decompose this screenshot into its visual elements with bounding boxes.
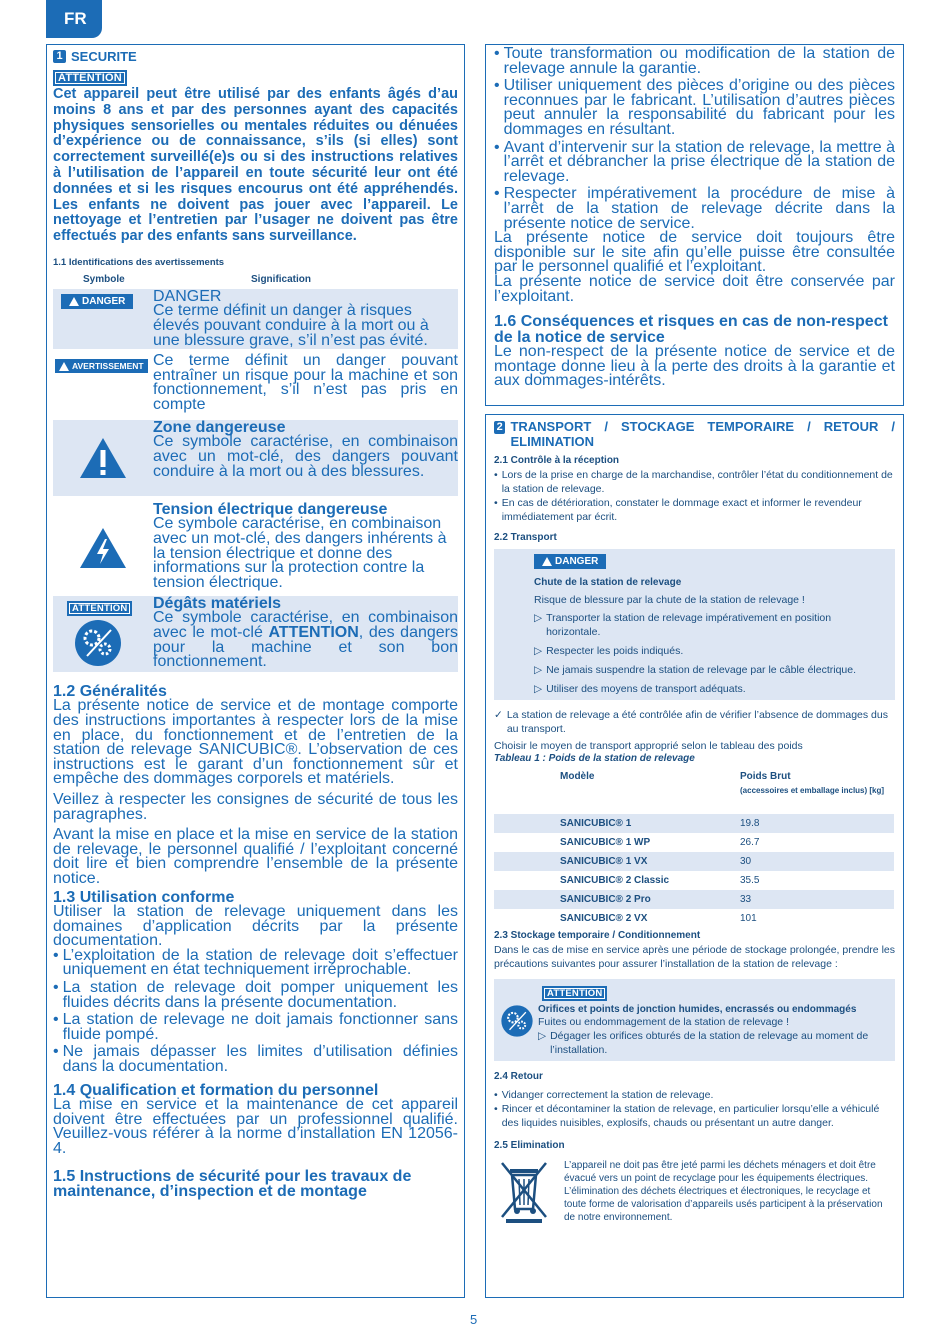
- meaning-cell: [153, 289, 458, 349]
- row-title: DANGER: [153, 287, 222, 305]
- crossed-bin-icon: [498, 1159, 550, 1223]
- attention-row: [53, 68, 458, 86]
- table-row: SANICUBIC® 1 VX 30: [494, 852, 894, 871]
- warning-triangle-icon: [542, 557, 552, 566]
- symbol-cell: [53, 502, 153, 594]
- avertissement-badge: AVERTISSEMENT: [55, 359, 148, 373]
- page-number: 5: [470, 1312, 478, 1327]
- warning-triangle-icon: [69, 297, 79, 306]
- arrow-right-icon: ▷: [534, 683, 543, 695]
- symbol-cell: [53, 354, 153, 416]
- col-symbole: Symbole: [83, 273, 125, 285]
- symbol-cell: [53, 420, 153, 496]
- table-header-row: [494, 768, 894, 795]
- danger-step: ▷ Respecter les poids indiqués.: [534, 645, 684, 657]
- header-model: Modèle: [560, 771, 595, 782]
- table-caption: Tableau 1 : Poids de la station de relevage: [494, 753, 695, 764]
- attention-step: ▷ Dégager les orifices obturés de la station de relevage au moment de l’installation.: [538, 1030, 869, 1056]
- symbol-cell: [53, 289, 153, 349]
- s23-p: Dans le cas de mise en service après une période de stockage prolongée, prendre les précautions suivantes pour assurer l’installation de la station de relevage :: [494, 944, 895, 970]
- danger-step: ▷ Utiliser des moyens de transport adéquats.: [534, 683, 746, 695]
- s23-title: 2.3 Stockage temporaire / Conditionnement: [494, 930, 701, 941]
- symbol-cell: [53, 596, 153, 672]
- availability-p: La présente notice de service doit toujours être disponible sur le site afin qu’elle puisse être consultée par le personnel qualifié et l’exploitant.: [494, 229, 895, 276]
- list-item: • En cas de détérioration, constater le dommage exact et informer le revendeur immédiatement par écrit.: [494, 497, 862, 523]
- s21-bullet-list: [494, 468, 895, 524]
- danger-text: Risque de blessure par la chute de la station de relevage !: [534, 594, 805, 606]
- col-signification: Signification: [251, 273, 311, 285]
- s13-bullet-list: [53, 946, 458, 1076]
- warning-row-electric: [53, 502, 458, 594]
- row-text: Ce symbole caractérise, en combinaison avec un mot-clé, des dangers inhérents à la tension électrique et donne des informations sur la protection contre la tension électrique.: [153, 515, 447, 591]
- danger-badge: DANGER: [61, 294, 133, 309]
- section-number: 2: [494, 421, 505, 434]
- danger-zone-icon: [78, 436, 128, 480]
- list-item: • L’exploitation de la station de relevage doit s’effectuer uniquement en état techniquement irréprochable.: [53, 946, 458, 979]
- arrow-right-icon: ▷: [534, 645, 543, 657]
- row-title: Tension électrique dangereuse: [153, 500, 388, 518]
- s13-p1: Utiliser la station de relevage uniquement dans les domaines d’application décrits par la présente documentation.: [53, 903, 458, 950]
- s12-p2: Veillez à respecter les consignes de sécurité de tous les paragraphes.: [53, 791, 458, 823]
- arrow-right-icon: ▷: [538, 1030, 547, 1042]
- danger-box: [494, 549, 895, 700]
- s12-p1: La présente notice de service et de montage comporte des instructions importantes à respecter lors de la mise en place, du fonctionnement et de l’entretien de la station de relevage SANICUBIC®. L’observation de ces instructions est le garant d’un fonctionnement sûr et empêche des dommages corporels et matériels.: [53, 697, 458, 788]
- s12-title: 1.2 Généralités: [53, 682, 167, 700]
- list-item: • La station de relevage doit pomper uniquement les fluides décrits dans la présente documentation.: [53, 979, 458, 1011]
- attention-box: [494, 979, 895, 1061]
- row-text: Ce terme définit un danger à risques élevés pouvant conduire à la mort ou à une blessure grave, s’il n’est pas évité.: [153, 302, 429, 349]
- s14-p1: La mise en service et la maintenance de cet appareil doivent être effectuées par un professionnel qualifié. Veuillez-vous référer à la norme d’installation EN 12056-4.: [53, 1096, 458, 1157]
- s11-title: 1.1 Identifications des avertissements: [53, 256, 225, 268]
- arrow-right-icon: ▷: [534, 612, 543, 624]
- s21-title: 2.1 Contrôle à la réception: [494, 455, 620, 466]
- attention-badge: ATTENTION: [53, 70, 127, 86]
- table-row: SANICUBIC® 1 WP 26.7: [560, 837, 760, 848]
- list-item: • Vidanger correctement la station de relevage.: [494, 1089, 714, 1101]
- section-title: SECURITE: [71, 49, 137, 64]
- section-transport: [485, 414, 904, 1298]
- row-text: Ce symbole caractérise, en combinaison avec le mot-clé ATTENTION, des dangers pour la machine et son bon fonctionnement.: [153, 609, 459, 671]
- section-safety-continued: [485, 44, 904, 406]
- table-row: SANICUBIC® 1 19.8: [494, 814, 894, 833]
- conservation-p: La présente notice de service doit être conservée par l’exploitant.: [494, 272, 895, 305]
- meaning-cell: [153, 502, 458, 594]
- s16-title: 1.6 Conséquences et risques en cas de non-respect de la notice de service: [494, 313, 888, 346]
- list-item: • Toute transformation ou modification de la station de relevage annule la garantie.: [494, 45, 895, 77]
- attention-badge: ATTENTION: [67, 601, 132, 616]
- checkmark-icon: ✓: [494, 709, 503, 721]
- section-title: TRANSPORT / STOCKAGE TEMPORAIRE / RETOUR / ELIMINATION: [510, 419, 895, 449]
- section2-heading: [494, 419, 895, 449]
- danger-title: Chute de la station de relevage: [534, 577, 682, 588]
- gear-damage-icon: [500, 1004, 534, 1038]
- gear-damage-icon: [73, 618, 123, 668]
- header-weight: Poids Brut (accessoires et emballage inclus) [kg]: [740, 771, 885, 795]
- list-item: • Respecter impérativement la procédure de mise à l’arrêt de la station de relevage décrite dans la présente notice de service.: [494, 185, 895, 232]
- electric-hazard-icon: [78, 526, 128, 570]
- language-tab: FR: [46, 0, 102, 38]
- s14-title: 1.4 Qualification et formation du personnel: [53, 1081, 379, 1099]
- warning-row-material: [53, 596, 458, 672]
- arrow-right-icon: ▷: [534, 664, 543, 676]
- warning-row-zone: [53, 420, 458, 496]
- danger-step: ▷ Transporter la station de relevage impérativement en position horizontale.: [534, 612, 832, 638]
- table-row: SANICUBIC® 2 VX 101: [560, 913, 757, 924]
- list-item: • Rincer et décontaminer la station de relevage, en particulier lorsqu’elle a véhiculé des liquides nuisibles, explosifs, chauds ou présentant un autre danger.: [494, 1103, 880, 1129]
- table-row: SANICUBIC® 2 Pro 33: [494, 890, 894, 909]
- section-safety: [46, 44, 465, 1298]
- row-text: Ce terme définit un danger pouvant entraîner un risque pour la machine et son fonctionnement, s’il n’est pas pris en compte: [153, 351, 458, 413]
- attention-text: Fuites ou endommagement de la station de relevage !: [538, 1016, 789, 1028]
- s22-title: 2.2 Transport: [494, 532, 557, 543]
- section1-heading: [53, 49, 458, 64]
- children-warning: Cet appareil peut être utilisé par des enfants âgés d’au moins 8 ans et par des personnes ayant des capacités physiques sensorielles ou mentales réduites ou dénuées d’expérience ou de connaissance, s’ils (si elles) sont correctement surveillé(e)s ou si des instructions relatives à l’utilisation de l’appareil en toute sécurité leur ont été données et si les risques encourus ont été appréhendés. Les enfants ne doivent pas jouer avec l’appareil. Le nettoyage et l’entretien par l’usager ne doivent pas être effectués par des enfants sans surveillance.: [53, 86, 458, 245]
- warning-triangle-icon: [59, 362, 69, 371]
- attention-badge: ATTENTION: [542, 986, 607, 1001]
- list-item: • Ne jamais dépasser les limites d’utilisation définies dans la documentation.: [53, 1043, 458, 1076]
- s12-p3: Avant la mise en place et la mise en service de la station de relevage, le personnel qualifié / l’exploitant concerné doit lire et bien comprendre l’ensemble de la présente notice.: [53, 826, 458, 887]
- meaning-cell: [153, 596, 458, 672]
- warning-row-avertissement: [53, 351, 458, 416]
- s15-title: 1.5 Instructions de sécurité pour les travaux de maintenance, d’inspection et de montage: [53, 1167, 412, 1200]
- safety-bullet-list: [494, 47, 895, 231]
- elimination-row: [494, 1159, 895, 1224]
- warning-row-danger: [53, 289, 458, 349]
- danger-step: ▷ Ne jamais suspendre la station de relevage par le câble électrique.: [534, 664, 857, 676]
- list-item: • Avant d’intervenir sur la station de relevage, la mettre à l’arrêt et débrancher la prise électrique de la station de relevage.: [494, 138, 895, 185]
- warning-table-header: [53, 274, 458, 285]
- attention-title: Orifices et points de jonction humides, encrassés ou endommagés: [538, 1004, 857, 1015]
- weights-table: [494, 768, 894, 928]
- s25-p: L’appareil ne doit pas être jeté parmi les déchets ménagers et doit être évacué vers un point de recyclage pour les équipements électriques. L’élimination des déchets électriques et électroniques, le recyclage et toute forme de valorisation d’appareils usés participent à la préservation de notre environnement.: [564, 1160, 883, 1223]
- danger-badge: DANGER: [534, 554, 606, 569]
- row-text: Ce symbole caractérise, en combinaison avec un mot-clé, des dangers pouvant conduire à la mort ou à des blessures.: [153, 433, 458, 480]
- s13-title: 1.3 Utilisation conforme: [53, 888, 235, 906]
- section-number: 1: [53, 50, 66, 63]
- s24-bullet-list: [494, 1088, 895, 1130]
- table-row: SANICUBIC® 2 Classic 35.5: [560, 875, 760, 886]
- check-line: ✓ La station de relevage a été contrôlée afin de vérifier l’absence de dommages dus au transport.: [494, 709, 888, 735]
- s16-p: Le non-respect de la présente notice de service et de montage donne lieu à la perte des droits à la garantie et aux dommages-intérêts.: [494, 343, 895, 390]
- list-item: • Lors de la prise en charge de la marchandise, contrôler l’état du conditionnement de la station de relevage.: [494, 469, 893, 495]
- s25-title: 2.5 Elimination: [494, 1140, 565, 1151]
- meaning-cell: [153, 420, 458, 496]
- choose-text: Choisir le moyen de transport approprié selon le tableau des poids: [494, 740, 803, 752]
- row-title: Dégâts matériels: [153, 594, 282, 612]
- attention-texts: [538, 1004, 889, 1057]
- s24-title: 2.4 Retour: [494, 1071, 543, 1082]
- row-title: Zone dangereuse: [153, 418, 286, 436]
- list-item: • La station de relevage ne doit jamais fonctionner sans fluide pompé.: [53, 1011, 458, 1043]
- list-item: • Utiliser uniquement des pièces d’origine ou des pièces reconnues par le fabricant. L’utilisation d’autres pièces peut annuler la responsabilité du fabricant pour les dommages en résultant.: [494, 77, 895, 138]
- attention-content: [500, 1004, 889, 1057]
